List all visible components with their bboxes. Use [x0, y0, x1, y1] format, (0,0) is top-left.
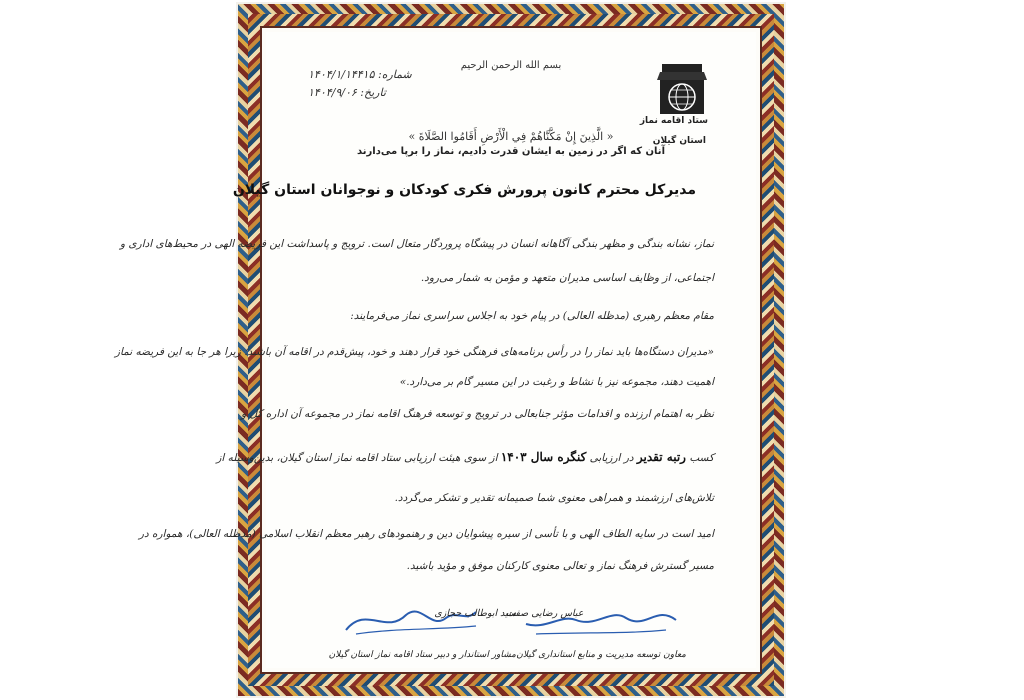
body-after-1: تلاش‌های ارزشمند و همراهی معنوی شما صمیمانه تقدیر و تشکر می‌گردد.	[394, 492, 714, 504]
body-after-2: امید است در سایه الطاف الهی و با تأسی از سیره پیشوایان دین و رهنمودهای رهبر معظم انقلاب اسلامی (مدظله العالی)، همواره در	[138, 528, 714, 540]
signatory-right-title: معاون توسعه مدیریت و منابع استانداری گیلان	[516, 650, 686, 660]
award-event: کنگره سال ۱۴۰۳	[500, 450, 587, 464]
quran-verse: « الَّذِينَ إِنْ مَكَّنَّاهُمْ فِي الْأَرْضِ أَقَامُوا الصَّلَاةَ »	[408, 130, 614, 143]
award-post: از سوی هیئت ارزیابی ستاد اقامه نماز استان گیلان، بدین‌وسیله از	[216, 452, 498, 464]
verse-translation: آنان که اگر در زمین به ایشان قدرت دادیم، نماز را برپا می‌دارند	[357, 146, 665, 157]
signature-left-icon	[336, 600, 486, 640]
award-pre: کسب	[689, 452, 714, 464]
certificate-paper	[114, 32, 756, 668]
body-line-1: نماز، نشانه بندگی و مظهر بندگی آگاهانه انسان در پیشگاه پروردگار متعال است. ترویج و پاسداشت این فریضه الهی در محیط‌های اداری و	[120, 238, 714, 250]
body-line-3: مقام معظم رهبری (مدظله العالی) در پیام خود به اجلاس سراسری نماز می‌فرمایند:	[350, 310, 714, 322]
signature-right	[496, 600, 686, 670]
award-mid: در ارزیابی	[589, 452, 634, 464]
signatory-left-name: سید ابوطالب حجازی	[434, 608, 516, 619]
org-name: ستاد اقامه نماز	[639, 116, 708, 126]
signature-left	[328, 600, 516, 670]
body-after-3: مسیر گسترش فرهنگ نماز و تعالی معنوی کارکنان موفق و مؤید باشید.	[406, 560, 714, 572]
signatory-left-title: مشاور استاندار و دبیر ستاد اقامه نماز استان گیلان	[328, 650, 516, 660]
letter-number	[308, 68, 412, 81]
org-logo	[639, 62, 712, 132]
body-line-2: اجتماعی، از وظایف اساسی مدیران متعهد و مؤمن به شمار می‌رود.	[420, 272, 714, 284]
body-line-5: اهمیت دهند، مجموعه نیز با نشاط و رغبت در این مسیر گام بر می‌دارد.»	[399, 376, 714, 388]
date-label: تاریخ:	[360, 86, 386, 99]
date-value: ۱۴۰۴/۹/۰۶	[308, 86, 357, 99]
org-province: استان گیلان	[652, 136, 706, 146]
basmala: بسم الله الرحمن الرحیم	[460, 60, 562, 71]
addressee: مدیرکل محترم کانون پرورش فکری کودکان و نوجوانان استان گیلان	[232, 182, 696, 198]
number-label: شماره:	[378, 68, 412, 81]
ornamental-border	[114, 4, 784, 696]
letter-date	[308, 86, 386, 99]
signature-right-icon	[516, 600, 686, 640]
award-rank: رتبه تقدیر	[636, 450, 686, 464]
number-value: ۱۴۰۴/۱/۱۴۴۱۵	[308, 68, 375, 81]
body-line-6: نظر به اهتمام ارزنده و اقدامات مؤثر جنابعالی در ترویج و توسعه فرهنگ اقامه نماز در مجموعه آن اداره کل و	[241, 408, 714, 420]
body-line-4: «مدیران دستگاه‌ها باید نماز را در رأس برنامه‌های فرهنگی خود قرار دهند و خود، پیش‌قدم در اقامه آن باشند؛ زیرا هر جا به این فریضه نماز	[114, 346, 714, 358]
signatory-right-name: عباس رضایی صفت	[506, 608, 584, 619]
award-line	[216, 450, 714, 464]
